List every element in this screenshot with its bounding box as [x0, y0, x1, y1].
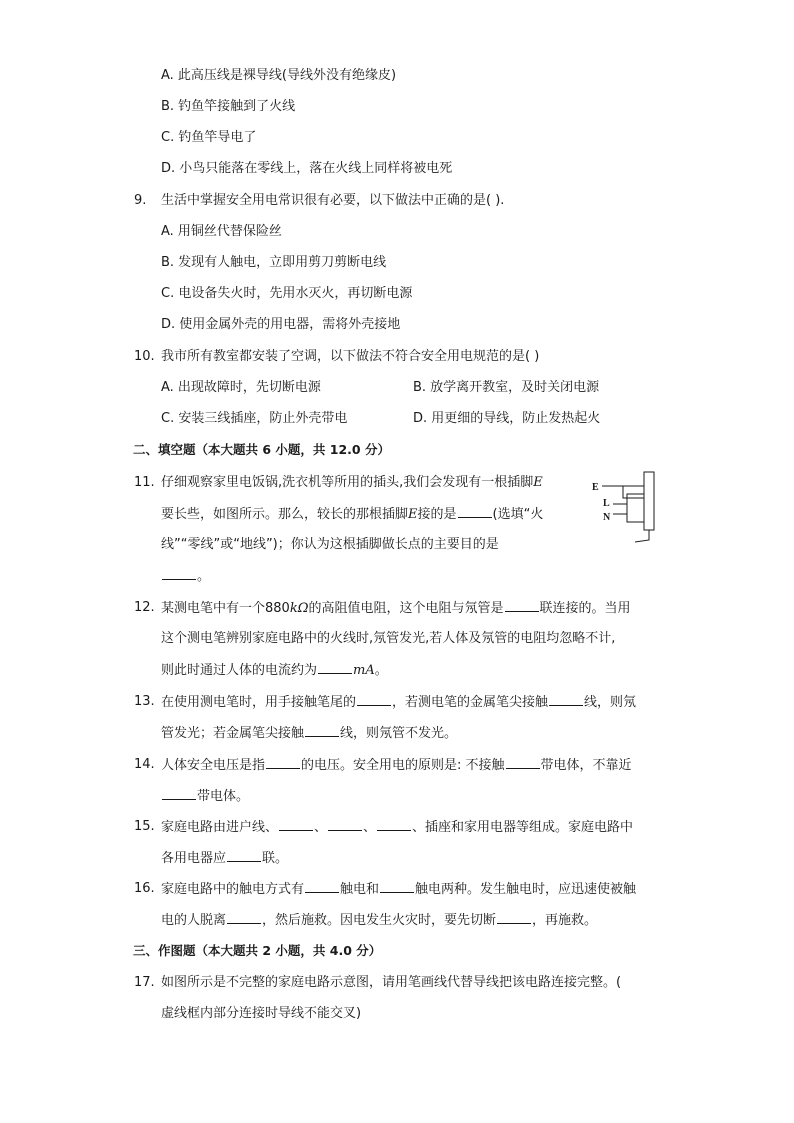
q14-answer-blank-2[interactable] — [506, 756, 540, 769]
q16-answer-blank-2[interactable] — [380, 880, 414, 893]
plug-label-l: L — [603, 498, 610, 509]
q9-option-d: D. 使用金属外壳的用电器，需将外壳接地 — [161, 317, 401, 332]
q12-line3: 则此时通过人体的电流约为 mA。 — [161, 663, 388, 678]
q13-answer-blank-1[interactable] — [357, 693, 391, 706]
q8-option-d: D. 小鸟只能落在零线上，落在火线上同样将被电死 — [161, 161, 453, 176]
q9-number: 9. — [134, 193, 147, 208]
q10-option-c: C. 安装三线插座，防止外壳带电 — [161, 411, 348, 426]
q14-line2: 带电体。 — [161, 787, 249, 806]
q14-line1: 人体安全电压是指 的电压。安全用电的原则是: 不接触 带电体，不靠近 — [161, 758, 632, 773]
q9-option-a: A. 用铜丝代替保险丝 — [161, 224, 282, 239]
plug-label-e: E — [592, 482, 599, 493]
q16-answer-blank-4[interactable] — [497, 911, 531, 924]
q13-answer-blank-3[interactable] — [305, 724, 339, 737]
q12-answer-blank-2[interactable] — [318, 661, 352, 674]
q15-number: 15. — [134, 819, 155, 834]
q8-option-a: A. 此高压线是裸导线(导线外没有绝缘皮) — [161, 68, 397, 83]
q13-number: 13. — [134, 694, 155, 709]
q11-number: 11. — [134, 475, 155, 490]
q13-line2: 管发光；若金属笔尖接触 线，则氖管不发光。 — [161, 726, 458, 741]
q16-answer-blank-3[interactable] — [227, 911, 261, 924]
q11-line4: 。 — [161, 567, 210, 586]
q12-number: 12. — [134, 600, 155, 615]
q9-option-c: C. 电设备失火时，先用水灭火，再切断电源 — [161, 286, 413, 301]
q17-line1: 如图所示是不完整的家庭电路示意图，请用笔画线代替导线把该电路连接完整。( — [161, 975, 622, 990]
q10-option-d: D. 用更细的导线，防止发热起火 — [413, 411, 601, 426]
q12-answer-blank-1[interactable] — [505, 599, 539, 612]
q15-line1: 家庭电路由进户线、 、 、 、插座和家用电器等组成。家庭电路中 — [161, 820, 634, 835]
q11-answer-blank-2[interactable] — [162, 567, 196, 580]
q15-answer-blank-1[interactable] — [279, 818, 313, 831]
q16-line2: 电的人脱离 ，然后施救。因电发生火灾时，要先切断 ，再施救。 — [161, 913, 598, 928]
q15-answer-blank-4[interactable] — [227, 849, 261, 862]
q16-number: 16. — [134, 881, 155, 896]
q11-line1: 仔细观察家里电饭锅,洗衣机等所用的插头,我们会发现有一根插脚E — [161, 475, 543, 490]
q11-line2: 要长些，如图所示。那么，较长的那根插脚E接的是 (选填“火 — [161, 507, 544, 522]
q11-answer-blank-1[interactable] — [458, 505, 492, 518]
q13-line1: 在使用测电笔时，用手接触笔尾的 ，若测电笔的金属笔尖接触 线，则氖 — [161, 695, 637, 710]
q10-stem: 我市所有教室都安装了空调，以下做法不符合安全用电规范的是( ) — [161, 349, 540, 364]
q12-line2: 这个测电笔辨别家庭电路中的火线时,氖管发光,若人体及氖管的电阻均忽略不计, — [161, 631, 616, 646]
q10-number: 10. — [134, 349, 155, 364]
q15-answer-blank-2[interactable] — [328, 818, 362, 831]
q12-line1: 某测电笔中有一个880kΩ的高阻值电阻，这个电阻与氖管是 联连接的。当用 — [161, 601, 631, 616]
q15-answer-blank-3[interactable] — [377, 818, 411, 831]
section-drawing-heading: 三、作图题（本大题共 2 小题，共 4.0 分） — [133, 943, 382, 958]
q10-option-b: B. 放学离开教室，及时关闭电源 — [413, 380, 600, 395]
q15-line2: 各用电器应 联。 — [161, 851, 289, 866]
q14-answer-blank-3[interactable] — [162, 787, 196, 800]
q8-option-b: B. 钓鱼竿接触到了火线 — [161, 99, 296, 114]
q11-line3: 线”“零线”或“地线”)；你认为这根插脚做长点的主要目的是 — [161, 537, 499, 552]
q17-line2: 虚线框内部分连接时导线不能交叉) — [161, 1006, 362, 1021]
q16-line1: 家庭电路中的触电方式有 触电和 触电两种。发生触电时，应迅速使被触 — [161, 882, 637, 897]
q14-number: 14. — [134, 757, 155, 772]
section-fill-blank-heading: 二、填空题（本大题共 6 小题，共 12.0 分） — [133, 442, 390, 457]
q13-answer-blank-2[interactable] — [549, 693, 583, 706]
q9-option-b: B. 发现有人触电，立即用剪刀剪断电线 — [161, 255, 387, 270]
q8-option-c: C. 钓鱼竿导电了 — [161, 130, 257, 145]
plug-figure — [589, 468, 659, 548]
q16-answer-blank-1[interactable] — [305, 880, 339, 893]
q14-answer-blank-1[interactable] — [266, 756, 300, 769]
q9-stem: 生活中掌握安全用电常识很有必要，以下做法中正确的是( ). — [161, 193, 505, 208]
plug-label-n: N — [603, 512, 611, 523]
q10-option-a: A. 出现故障时，先切断电源 — [161, 380, 321, 395]
q17-number: 17. — [134, 975, 155, 990]
